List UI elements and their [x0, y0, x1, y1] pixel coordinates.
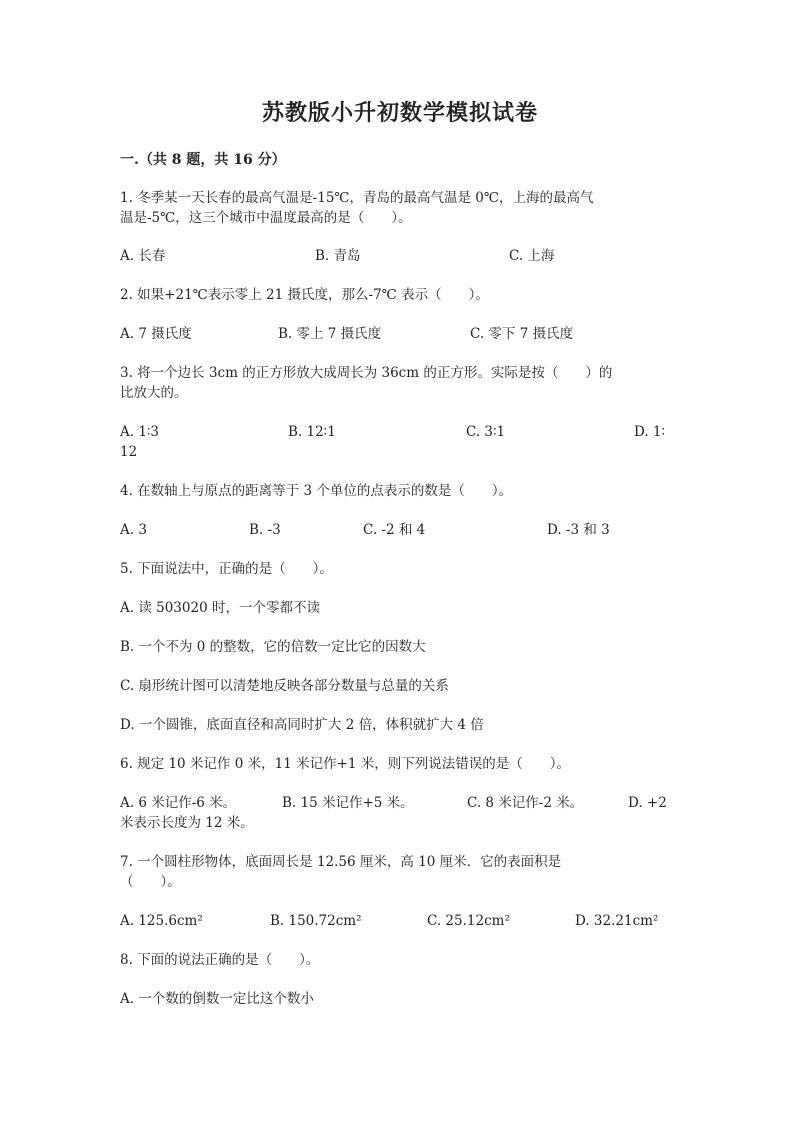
- option-a: A. 125.6cm²: [120, 913, 203, 929]
- option-b: B. 12∶1: [288, 424, 336, 440]
- option-a: A. 1∶3: [120, 424, 160, 440]
- question-8: [120, 950, 680, 1009]
- question-text: 8. 下面的说法正确的是（ ）。: [120, 952, 320, 968]
- question-3: [120, 363, 680, 462]
- section-heading: 一.（共 8 题，共 16 分）: [120, 152, 286, 168]
- question-text: （ ）。: [120, 874, 181, 890]
- question-7: [120, 852, 680, 931]
- page-title: 苏教版小升初数学模拟试卷: [261, 100, 538, 126]
- question-text: 1. 冬季某一天长春的最高气温是-15℃，青岛的最高气温是 0℃，上海的最高气: [120, 190, 594, 206]
- option-d-continued: 12: [120, 444, 138, 460]
- option-d: D. 32.21cm²: [575, 913, 659, 929]
- option-c: C. 3∶1: [466, 424, 506, 440]
- option-b: B. 一个不为 0 的整数，它的倍数一定比它的因数大: [120, 639, 426, 655]
- option-b: B. 15 米记作+5 米。: [282, 795, 414, 811]
- question-text: 温是-5℃，这三个城市中温度最高的是（ ）。: [120, 210, 412, 226]
- option-d: D. 1∶: [634, 424, 666, 440]
- option-a: A. 6 米记作-6 米。: [120, 795, 237, 811]
- question-text: 7. 一个圆柱形物体，底面周长是 12.56 厘米，高 10 厘米．它的表面积是: [120, 854, 562, 870]
- question-2: [120, 285, 680, 344]
- option-d: D. +2: [628, 795, 667, 811]
- options-row: [120, 520, 680, 540]
- option-b: B. -3: [249, 522, 281, 538]
- question-text: 比放大的。: [120, 385, 188, 401]
- options-row: [120, 246, 680, 266]
- option-c: C. 扇形统计图可以清楚地反映各部分数量与总量的关系: [120, 678, 449, 694]
- option-d-continued: 米表示长度为 12 米。: [120, 815, 254, 831]
- question-text: 2. 如果+21℃表示零上 21 摄氏度，那么-7℃ 表示（ ）。: [120, 287, 489, 303]
- option-b: B. 青岛: [315, 248, 361, 264]
- option-c: C. 零下 7 摄氏度: [470, 326, 574, 342]
- option-a: A. 3: [120, 522, 147, 538]
- option-a: A. 长春: [120, 248, 166, 264]
- option-d: D. 一个圆锥，底面直径和高同时扩大 2 倍，体积就扩大 4 倍: [120, 717, 484, 733]
- question-1: [120, 188, 680, 266]
- option-b: B. 零上 7 摄氏度: [278, 326, 382, 342]
- option-c: C. 8 米记作-2 米。: [467, 795, 584, 811]
- question-5: [120, 559, 680, 735]
- question-text: 5. 下面说法中，正确的是（ ）。: [120, 561, 333, 577]
- option-b: B. 150.72cm²: [270, 913, 362, 929]
- option-c: C. 25.12cm²: [427, 913, 510, 929]
- question-6: [120, 754, 680, 833]
- question-text: 6. 规定 10 米记作 0 米，11 米记作+1 米，则下列说法错误的是（ ）。: [120, 756, 571, 772]
- options-row: [120, 793, 680, 813]
- question-4: [120, 481, 680, 540]
- options-row: [120, 422, 680, 442]
- questions: [120, 188, 680, 1009]
- question-text: 4. 在数轴上与原点的距离等于 3 个单位的点表示的数是（ ）。: [120, 483, 513, 499]
- question-text: 3. 将一个边长 3cm 的正方形放大成周长为 36cm 的正方形。实际是按（ ）的: [120, 365, 613, 381]
- options-row: [120, 324, 680, 344]
- options-row: [120, 911, 680, 931]
- option-a: A. 7 摄氏度: [120, 326, 192, 342]
- option-c: C. -2 和 4: [363, 522, 426, 538]
- option-a: A. 一个数的倒数一定比这个数小: [120, 991, 314, 1007]
- option-a: A. 读 503020 时，一个零都不读: [120, 600, 320, 616]
- option-c: C. 上海: [509, 248, 555, 264]
- option-d: D. -3 和 3: [547, 522, 610, 538]
